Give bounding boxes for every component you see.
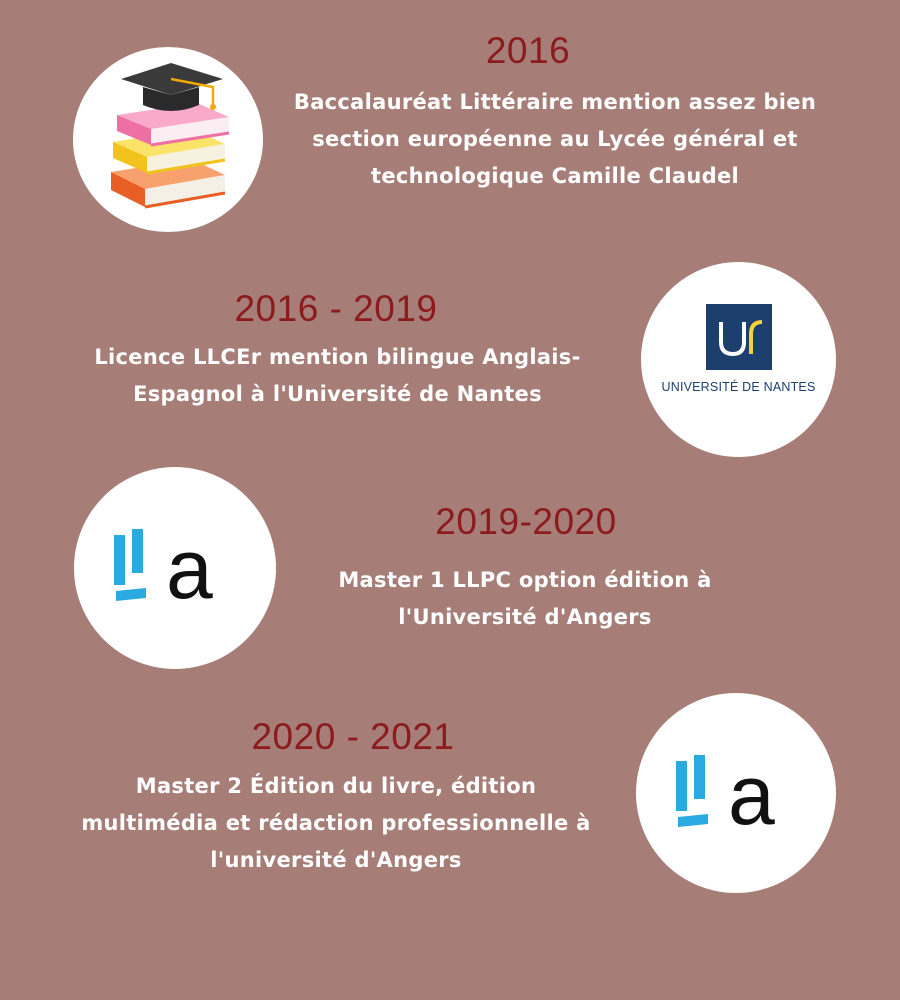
description-line: section européenne au Lycée général et [312,127,798,151]
description-line: Espagnol à l'Université de Nantes [133,382,542,406]
entry-year-2016-2019: 2016 - 2019 [234,288,438,329]
description-line: Master 2 Édition du livre, édition [135,774,537,798]
description-line: multimédia et rédaction professionnelle à [81,811,591,835]
description-line: l'université d'Angers [210,848,462,872]
entry-description-2016-2019 [40,339,635,413]
universite-de-nantes-logo [641,262,836,457]
entry-year-2020-2021: 2020 - 2021 [251,716,455,757]
universite-angers-logo [636,693,836,893]
entry-description-2019-2020 [290,562,760,636]
universite-angers-logo [74,467,276,669]
description-line: technologique Camille Claudel [371,164,739,188]
entry-description-2016 [250,84,860,195]
svg-text:a: a [166,522,213,616]
universite-de-nantes-logo-text: UNIVERSITÉ DE NANTES [661,380,816,394]
description-line: Licence LLCEr mention bilingue Anglais- [94,345,581,369]
entry-year-2016: 2016 [485,30,571,71]
books-graduation-cap-icon [73,47,263,232]
description-line: l'Université d'Angers [398,605,652,629]
description-line: Baccalauréat Littéraire mention assez bien [293,90,817,114]
svg-text:a: a [728,748,775,842]
entry-description-2020-2021 [36,768,636,879]
entry-year-2019-2020: 2019-2020 [435,501,617,542]
description-line: Master 1 LLPC option édition à [338,568,712,592]
